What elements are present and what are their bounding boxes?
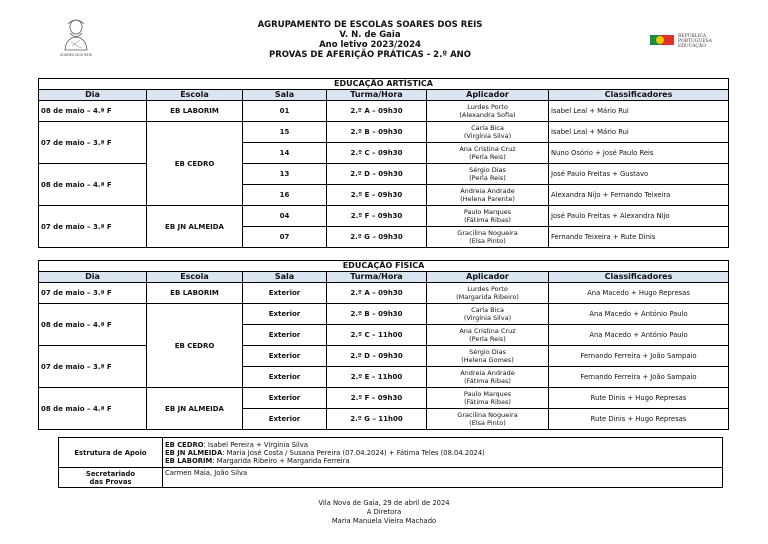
classifiers-cell: Ana Macedo + António Paulo (549, 304, 729, 325)
classifiers-cell: Isabel Leal + Mário Rui (549, 122, 729, 143)
applicator-substitute: (Perla Reis) (469, 335, 506, 343)
class-time-cell: 2.º F – 09h30 (327, 388, 427, 409)
applicator-cell (427, 122, 549, 143)
day-cell: 08 de maio – 4.ª F (39, 101, 147, 122)
applicator-substitute: (Alexandra Sofia) (459, 111, 516, 119)
table-row (39, 206, 729, 227)
applicator-substitute: (Perla Reis) (469, 153, 506, 161)
column-header: Turma/Hora (327, 272, 427, 283)
applicator-substitute: (Helena Parente) (460, 195, 515, 203)
apoio-label: Estrutura de Apoio (59, 438, 163, 468)
class-time-cell: 2.º A – 09h30 (327, 283, 427, 304)
applicator-name: Sérgio Dias (469, 348, 506, 356)
gov-line: PORTUGUESA (678, 39, 712, 44)
day-cell: 07 de maio – 3.ª F (39, 283, 147, 304)
table-row (39, 283, 729, 304)
applicator-cell (427, 304, 549, 325)
applicator-substitute: (Fátima Ribas) (464, 216, 511, 224)
applicator-cell (427, 164, 549, 185)
classifiers-cell: José Paulo Freitas + Gustavo (549, 164, 729, 185)
applicator-substitute: (Elsa Pinto) (469, 237, 506, 245)
document-title (200, 20, 540, 60)
class-time-cell: 2.º E – 11h00 (327, 367, 427, 388)
column-header: Dia (39, 90, 147, 101)
room-cell: Exterior (243, 367, 327, 388)
class-time-cell: 2.º G – 11h00 (327, 409, 427, 430)
applicator-cell (427, 101, 549, 122)
room-cell: 01 (243, 101, 327, 122)
class-time-cell: 2.º G – 09h30 (327, 227, 427, 248)
room-cell: Exterior (243, 346, 327, 367)
applicator-name: Ana Cristina Cruz (459, 327, 516, 335)
room-cell: Exterior (243, 304, 327, 325)
class-time-cell: 2.º E – 09h30 (327, 185, 427, 206)
column-header: Classificadores (549, 272, 729, 283)
class-time-cell: 2.º B – 09h30 (327, 304, 427, 325)
room-cell: 16 (243, 185, 327, 206)
day-cell: 07 de maio – 3.ª F (39, 206, 147, 248)
document-header (0, 0, 768, 66)
column-header: Aplicador (427, 90, 549, 101)
class-time-cell: 2.º D – 09h30 (327, 346, 427, 367)
applicator-name: Andreia Andrade (460, 369, 515, 377)
column-header: Dia (39, 272, 147, 283)
applicator-name: Gracilina Nogueira (457, 411, 518, 419)
classifiers-cell: José Paulo Freitas + Alexandra Nijo (549, 206, 729, 227)
classifiers-cell: Nuno Osório + José Paulo Reis (549, 143, 729, 164)
applicator-cell (427, 143, 549, 164)
class-time-cell: 2.º C – 11h00 (327, 325, 427, 346)
school-cell: EB JN ALMEIDA (147, 206, 243, 248)
column-header: Sala (243, 90, 327, 101)
applicator-substitute: (Margarida Ribeiro) (456, 293, 519, 301)
applicator-substitute: (Fátima Ribas) (464, 377, 511, 385)
school-cell: EB LABORIM (147, 101, 243, 122)
apoio-line: EB CEDRO: Isabel Pereira + Virgínia Silva (165, 440, 308, 449)
school-logo (56, 16, 96, 62)
school-cell: EB CEDRO (147, 122, 243, 206)
classifiers-cell: Ana Macedo + António Paulo (549, 325, 729, 346)
apoio-line: EB JN ALMEIDA: Maria José Costa / Susana Pereira (07.04.2024) + Fátima Teles (08.04.2024) (165, 448, 485, 457)
school-cell: EB CEDRO (147, 304, 243, 388)
room-cell: Exterior (243, 409, 327, 430)
school-cell: EB LABORIM (147, 283, 243, 304)
applicator-cell (427, 388, 549, 409)
room-cell: 14 (243, 143, 327, 164)
section-title: EDUCAÇÃO ARTÍSTICA (39, 79, 729, 90)
column-header: Escola (147, 90, 243, 101)
table-row (39, 388, 729, 409)
applicator-name: Gracilina Nogueira (457, 229, 518, 237)
applicator-substitute: (Perla Reis) (469, 174, 506, 182)
secretariado-value: Carmen Maia, João Silva (163, 468, 723, 488)
day-cell: 08 de maio – 4.ª F (39, 388, 147, 430)
applicator-cell (427, 206, 549, 227)
classifiers-cell: Rute Dinis + Hugo Represas (549, 409, 729, 430)
room-cell: 07 (243, 227, 327, 248)
day-cell: 08 de maio – 4.ª F (39, 304, 147, 346)
classifiers-cell: Fernando Ferreira + João Sampaio (549, 346, 729, 367)
bust-icon (56, 16, 96, 52)
applicator-name: Andreia Andrade (460, 187, 515, 195)
applicator-cell (427, 227, 549, 248)
fisica-table (38, 260, 729, 430)
title-line: Ano letivo 2023/2024 (319, 40, 421, 50)
column-header: Escola (147, 272, 243, 283)
applicator-substitute: (Helena Gomes) (461, 356, 514, 364)
column-header: Turma/Hora (327, 90, 427, 101)
classifiers-cell: Isabel Leal + Mário Rui (549, 101, 729, 122)
room-cell: Exterior (243, 325, 327, 346)
applicator-cell (427, 346, 549, 367)
title-line: PROVAS DE AFERIÇÃO PRÁTICAS - 2.º ANO (268, 50, 471, 60)
table-row (39, 304, 729, 325)
footer-date: Vila Nova de Gaia, 29 de abril de 2024 (318, 499, 450, 507)
apoio-line: EB LABORIM: Margarida Ribeiro + Margarida Ferreira (165, 456, 350, 465)
artistica-table (38, 78, 729, 248)
class-time-cell: 2.º C – 09h30 (327, 143, 427, 164)
section-title: EDUCAÇÃO FÍSICA (39, 261, 729, 272)
class-time-cell: 2.º F – 09h30 (327, 206, 427, 227)
applicator-name: Ana Cristina Cruz (459, 145, 516, 153)
column-header: Aplicador (427, 272, 549, 283)
table-row (39, 346, 729, 367)
room-cell: 04 (243, 206, 327, 227)
table-row (39, 122, 729, 143)
class-time-cell: 2.º B – 09h30 (327, 122, 427, 143)
classifiers-cell: Alexandra Nijo + Fernando Teixeira (549, 185, 729, 206)
applicator-cell (427, 325, 549, 346)
room-cell: 15 (243, 122, 327, 143)
class-time-cell: 2.º D – 09h30 (327, 164, 427, 185)
gov-line: EDUCAÇÃO (678, 44, 706, 49)
title-line: V. N. de Gaia (339, 30, 401, 40)
footer-role: A Diretora (366, 508, 402, 516)
applicator-name: Sérgio Dias (469, 166, 506, 174)
apoio-table (58, 437, 723, 488)
applicator-cell (427, 367, 549, 388)
classifiers-cell: Ana Macedo + Hugo Represas (549, 283, 729, 304)
applicator-cell (427, 409, 549, 430)
applicator-name: Paulo Marques (463, 390, 512, 398)
column-header: Classificadores (549, 90, 729, 101)
applicator-name: Lurdes Porto (467, 285, 508, 293)
applicator-substitute: (Fátima Ribas) (464, 398, 511, 406)
secretariado-label: Secretariado das Provas (59, 468, 163, 488)
flag-icon (650, 35, 674, 45)
logo-caption: SOARES DOS REIS (60, 53, 92, 57)
applicator-substitute: (Elsa Pinto) (469, 419, 506, 427)
apoio-content (163, 438, 723, 468)
day-cell: 07 de maio – 3.ª F (39, 122, 147, 164)
table-row (39, 101, 729, 122)
column-header: Sala (243, 272, 327, 283)
classifiers-cell: Rute Dinis + Hugo Represas (549, 388, 729, 409)
applicator-substitute: (Virgínia Silva) (463, 132, 512, 140)
signature-block (234, 499, 534, 526)
applicator-name: Lurdes Porto (467, 103, 508, 111)
footer-name: Maria Manuela Vieira Machado (331, 517, 437, 525)
room-cell: Exterior (243, 283, 327, 304)
applicator-name: Carla Bica (471, 306, 504, 314)
applicator-cell (427, 283, 549, 304)
school-cell: EB JN ALMEIDA (147, 388, 243, 430)
class-time-cell: 2.º A – 09h30 (327, 101, 427, 122)
applicator-cell (427, 185, 549, 206)
room-cell: 13 (243, 164, 327, 185)
gov-line: REPÚBLICA (678, 34, 707, 39)
day-cell: 08 de maio – 4.ª F (39, 164, 147, 206)
classifiers-cell: Fernando Teixeira + Rute Dinis (549, 227, 729, 248)
applicator-name: Carla Bica (471, 124, 504, 132)
table-row (39, 164, 729, 185)
classifiers-cell: Fernando Ferreira + João Sampaio (549, 367, 729, 388)
applicator-substitute: (Virgínia Silva) (463, 314, 512, 322)
room-cell: Exterior (243, 388, 327, 409)
day-cell: 07 de maio – 3.ª F (39, 346, 147, 388)
applicator-name: Paulo Marques (463, 208, 512, 216)
title-line: AGRUPAMENTO DE ESCOLAS SOARES DOS REIS (257, 20, 483, 30)
government-logo (650, 34, 730, 48)
